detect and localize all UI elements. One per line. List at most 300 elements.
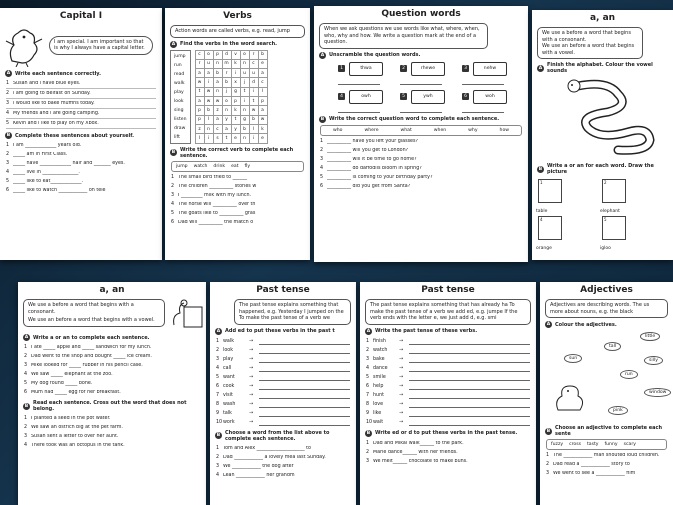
grid-cell[interactable]: w (204, 87, 213, 96)
grid-cell[interactable]: k (258, 124, 267, 133)
grid-cell[interactable]: u (204, 59, 213, 68)
grid-cell[interactable]: e (258, 59, 267, 68)
scrambled-word: rhewe (411, 62, 445, 76)
verb-row[interactable] (366, 364, 530, 373)
grid-cell[interactable]: n (222, 106, 231, 115)
grid-cell[interactable]: x (231, 78, 240, 87)
scramble-item[interactable] (462, 89, 514, 113)
row-number: 6 (24, 390, 28, 395)
row-number: 6 (171, 219, 175, 225)
row-number: 3 (366, 458, 370, 464)
section-a-heading: A Find the verbs in the word search. (171, 41, 278, 47)
row-number: 2 (6, 91, 10, 96)
answer-line[interactable] (409, 346, 530, 354)
section-b-heading: B Write a or an for each word. Draw the picture (538, 163, 654, 175)
sentence-row[interactable] (366, 448, 530, 457)
verb-row[interactable] (366, 400, 530, 409)
grid-cell[interactable]: l (204, 115, 213, 124)
answer-line[interactable] (462, 77, 504, 85)
grid-cell[interactable]: t (195, 87, 204, 96)
arrow-icon: → (249, 401, 254, 407)
sentence-text: _____ like to eat_____________. (13, 179, 84, 184)
sentence-row[interactable] (24, 370, 200, 379)
sentence-row[interactable] (24, 423, 200, 432)
grid-cell[interactable]: e (231, 134, 240, 143)
grid-cell[interactable]: i (249, 134, 258, 143)
grid-cell[interactable]: r (222, 69, 231, 78)
sentence-row[interactable] (24, 441, 200, 450)
grid-cell[interactable]: a (204, 69, 213, 78)
sentence-row[interactable] (24, 352, 200, 361)
sentence-text: We saw _____ elephant at the zoo. (31, 372, 113, 377)
verb-word-list (170, 50, 191, 144)
answer-line[interactable] (338, 77, 380, 85)
grid-cell[interactable]: y (231, 124, 240, 133)
sentence-text: Mum had _____ egg for her breakfast. (31, 390, 121, 395)
word-bank-item: tasty (587, 442, 599, 447)
row-number: 4 (6, 170, 10, 175)
answer-line[interactable] (409, 391, 530, 399)
intro-box: Adjectives are describing words. The us more about nouns, e.g. the black (545, 299, 668, 318)
sentence-row[interactable] (24, 414, 200, 423)
answer-line[interactable] (259, 346, 350, 354)
answer-line[interactable] (259, 400, 350, 408)
word-cloud[interactable]: sun (564, 354, 582, 363)
sentence-row[interactable] (546, 451, 667, 460)
word-bank-item: funny (604, 442, 618, 447)
arrow-icon: → (249, 347, 254, 353)
row-number: 1 (546, 453, 550, 458)
grid-cell[interactable]: t (222, 134, 231, 143)
grid-cell[interactable]: i (204, 134, 213, 143)
sentence-row[interactable] (24, 388, 200, 397)
row-number: 1 (171, 174, 175, 180)
answer-line[interactable] (409, 400, 530, 408)
answer-line[interactable] (409, 373, 530, 381)
answer-line[interactable] (259, 355, 350, 363)
sentence-row[interactable] (6, 141, 156, 150)
grid-cell[interactable]: i (231, 69, 240, 78)
sentence-text: __________ do daffodils bloom in spring? (327, 165, 422, 171)
sentence-row[interactable] (216, 444, 350, 453)
grid-cell[interactable]: n (240, 134, 249, 143)
sentence-row[interactable] (320, 164, 522, 173)
section-b-heading: B Complete these sentences about yourself. (6, 132, 134, 139)
row-number: 2 (6, 152, 10, 157)
sentence-row[interactable] (6, 177, 156, 186)
row-number: 5 (24, 381, 28, 386)
grid-cell[interactable]: b (258, 50, 267, 59)
intro-box: Action words are called verbs, e.g. read, jump (170, 25, 305, 38)
row-number: 2 (320, 147, 324, 153)
grid-cell[interactable]: n (213, 59, 222, 68)
grid-cell[interactable]: u (240, 69, 249, 78)
grid-cell[interactable]: b (222, 78, 231, 87)
item-number: 2 (400, 65, 407, 72)
sentence-text: __________ did you get from Santa? (327, 183, 411, 189)
section-a-heading: A Write each sentence correctly. (6, 70, 102, 77)
grid-cell[interactable]: o (240, 50, 249, 59)
verb-row[interactable] (366, 409, 530, 418)
row-number: 2 (171, 183, 175, 189)
answer-line[interactable] (409, 337, 530, 345)
worksheet-a-an-bottom[interactable] (18, 282, 206, 505)
verb-text: wash (223, 401, 236, 407)
row-number: 8 (216, 401, 220, 407)
sentence-row[interactable] (216, 453, 350, 462)
worksheet-past-tense-1[interactable] (210, 282, 356, 505)
grid-cell[interactable]: j (240, 78, 249, 87)
sentence-row[interactable] (320, 146, 522, 155)
worksheet-capital-i[interactable] (0, 8, 162, 260)
sheet-title: Capital I (59, 11, 103, 21)
grid-cell[interactable]: b (213, 69, 222, 78)
sentence-row[interactable] (6, 99, 156, 109)
word-cloud[interactable]: silly (644, 356, 663, 365)
sentence-row[interactable] (171, 173, 304, 182)
row-number: 2 (216, 347, 220, 353)
answer-line[interactable] (462, 105, 504, 113)
grid-cell[interactable]: g (231, 87, 240, 96)
answer-line[interactable] (409, 355, 530, 363)
verb-row[interactable] (216, 382, 350, 391)
verb-row[interactable] (216, 337, 350, 346)
sentence-text: We ____________ the dog after (223, 463, 294, 469)
verb-list-item: sing (174, 107, 184, 113)
sheet-title: Past tense (421, 285, 475, 295)
sentence-text: The small bird tried to ______ (178, 174, 248, 180)
row-number: 3 (171, 192, 175, 198)
answer-line[interactable] (259, 337, 350, 345)
word-cloud[interactable]: pink (608, 406, 628, 415)
word-search-grid[interactable] (195, 50, 268, 144)
scramble-item[interactable] (338, 89, 390, 113)
grid-cell[interactable]: j (222, 87, 231, 96)
sentence-text: There took was an octopus in the tank. (31, 443, 125, 448)
grid-cell[interactable]: i (204, 78, 213, 87)
sentence-text: _____ have _____________ hair and _______ eyes. (13, 161, 125, 166)
grid-cell[interactable]: l (195, 134, 204, 143)
sentence-row[interactable] (320, 155, 522, 164)
speech-bubble: I am special. I am important so that is why I always have a capital letter. (49, 36, 153, 55)
section-b-heading: B Write the correct verb to complete each sentence. (171, 146, 294, 159)
verb-row[interactable] (216, 346, 350, 355)
word-bank-item: cross (569, 442, 581, 447)
grid-cell[interactable]: m (222, 59, 231, 68)
sentence-row[interactable] (366, 439, 530, 448)
grid-cell[interactable]: w (204, 96, 213, 105)
verb-list-item: run (174, 62, 182, 68)
scramble-item[interactable] (400, 61, 452, 85)
verb-row[interactable] (366, 382, 530, 391)
sentence-row[interactable] (6, 89, 156, 99)
grid-cell[interactable]: c (195, 50, 204, 59)
picture-box[interactable]: 5 (602, 216, 626, 240)
row-number: 5 (171, 210, 175, 216)
intro-box: We use a before a word that begins with a consonant. We use an before a word that begins with a vowel. (537, 27, 643, 59)
verb-row[interactable] (366, 391, 530, 400)
answer-line[interactable] (400, 105, 442, 113)
section-b-heading: B Write ed or d to put these verbs in the past tense. (366, 430, 518, 436)
grid-cell[interactable]: c (258, 78, 267, 87)
worksheet-verbs[interactable] (165, 8, 310, 260)
row-number: 1 (24, 345, 28, 350)
answer-line[interactable] (409, 409, 530, 417)
sentence-row[interactable] (171, 191, 304, 200)
section-a-heading: A Colour the adjectives. (546, 321, 617, 328)
grid-cell[interactable]: i (240, 96, 249, 105)
grid-cell[interactable]: a (258, 69, 267, 78)
worksheet-question-words[interactable] (314, 6, 528, 262)
picture-box[interactable]: 1 (538, 179, 562, 203)
grid-cell[interactable]: a (213, 115, 222, 124)
section-a-heading: A Write a or an to complete each sentence. (24, 334, 150, 341)
verb-row[interactable] (216, 409, 350, 418)
row-number: 4 (24, 443, 28, 448)
grid-cell[interactable]: n (240, 106, 249, 115)
verb-text: work (223, 419, 235, 425)
grid-cell[interactable]: w (213, 96, 222, 105)
grid-cell[interactable]: s (213, 134, 222, 143)
intro-box: The past tense explains something that has already ha To make the past tense of a verb we add ed, e.g. jumpe If the verb ends with the letter e, we just add d, e.g. smi (365, 299, 531, 325)
verb-row[interactable] (366, 355, 530, 364)
grid-cell[interactable]: e (258, 134, 267, 143)
sentence-row[interactable] (216, 471, 350, 480)
verb-text: finish (373, 338, 386, 344)
sentence-text: __________ is coming to your birthday party? (327, 174, 433, 180)
scramble-grid (338, 61, 504, 113)
grid-cell[interactable]: p (213, 50, 222, 59)
grid-cell[interactable]: l (249, 124, 258, 133)
word-cloud[interactable]: window (644, 388, 671, 397)
sentence-text: _____ live in _______________. (13, 170, 80, 175)
verb-text: bake (373, 356, 385, 362)
grid-cell[interactable]: z (213, 106, 222, 115)
arrow-icon: → (399, 365, 404, 371)
grid-cell[interactable]: b (249, 115, 258, 124)
grid-cell[interactable]: d (222, 50, 231, 59)
row-number: 8 (366, 401, 370, 407)
sentence-row[interactable] (366, 457, 530, 466)
answer-line[interactable] (409, 382, 530, 390)
verb-text: cook (223, 383, 235, 389)
sentence-text: The horse will __________ over th (178, 201, 256, 207)
grid-cell[interactable]: a (195, 69, 204, 78)
arrow-icon: → (249, 356, 254, 362)
answer-line[interactable] (409, 418, 530, 426)
grid-cell[interactable]: p (258, 96, 267, 105)
row-number: 3 (320, 156, 324, 162)
arrow-icon: → (249, 338, 254, 344)
sentence-row[interactable] (320, 137, 522, 146)
grid-cell[interactable]: k (231, 106, 240, 115)
sentence-row[interactable] (24, 361, 200, 370)
sheet-title: a, an (99, 285, 125, 295)
grid-cell[interactable]: i (249, 87, 258, 96)
verb-row[interactable] (216, 400, 350, 409)
section-a-heading: A Write the past tense of these verbs. (366, 328, 478, 334)
sentence-row[interactable] (6, 186, 156, 195)
grid-cell[interactable]: a (258, 106, 267, 115)
sentence-row[interactable] (24, 343, 200, 352)
scramble-item[interactable] (338, 61, 390, 85)
scrambled-word: woh (473, 90, 507, 104)
picture-box[interactable]: 4 (538, 216, 562, 240)
grid-cell[interactable]: l (258, 87, 267, 96)
word-cloud[interactable]: little (640, 332, 660, 341)
item-number: 4 (338, 93, 345, 100)
verb-row[interactable] (216, 373, 350, 382)
grid-cell[interactable]: a (195, 96, 204, 105)
sentence-text: Mike looked for _____ rubber in his pencil case. (31, 363, 143, 368)
sentence-row[interactable] (320, 173, 522, 182)
word-bank-item: watch (193, 163, 208, 169)
picture-box[interactable]: 2 (602, 179, 626, 203)
answer-line[interactable] (259, 418, 350, 426)
word-cloud[interactable]: tall (604, 342, 621, 351)
row-number: 6 (6, 188, 10, 193)
verb-text: call (223, 365, 232, 371)
grid-cell[interactable]: p (231, 96, 240, 105)
verb-row[interactable] (366, 346, 530, 355)
worksheet-a-an-top[interactable]: a, an We use a before a word that begins with a consonant. We use an before a word that begins with a vowel. A Finish the alphabet. Colour the vowel sounds B Write a or an for each word. Draw the picture 1 table 2 elephant 4 orange 5 igloo (532, 10, 673, 260)
grid-cell[interactable]: u (249, 69, 258, 78)
grid-cell[interactable]: c (249, 59, 258, 68)
word-cloud[interactable]: run (620, 370, 638, 379)
grid-cell[interactable]: b (240, 124, 249, 133)
row-number: 3 (216, 356, 220, 362)
grid-cell[interactable]: o (204, 50, 213, 59)
verb-row[interactable] (366, 418, 530, 427)
section-b-heading: B Write the correct question word to complete each sentence. (320, 116, 500, 122)
sentence-row[interactable] (216, 462, 350, 471)
row-number: 5 (216, 374, 220, 380)
sentence-row[interactable] (6, 119, 156, 129)
grid-cell[interactable]: k (231, 59, 240, 68)
grid-cell[interactable]: r (249, 50, 258, 59)
grid-cell[interactable]: w (195, 78, 204, 87)
worksheet-adjectives[interactable] (540, 282, 673, 505)
word-bank (171, 161, 304, 172)
scramble-item[interactable] (462, 61, 514, 85)
scramble-item[interactable] (400, 89, 452, 113)
verb-text: wait (373, 419, 384, 425)
answer-line[interactable] (338, 105, 380, 113)
verb-row[interactable] (216, 364, 350, 373)
verb-row[interactable] (216, 418, 350, 427)
sentence-row[interactable] (6, 168, 156, 177)
grid-cell[interactable]: t (249, 96, 258, 105)
sentence-row[interactable] (6, 159, 156, 168)
sentence-row[interactable] (546, 469, 667, 478)
sentence-text: The goats like to __________ gras (178, 210, 256, 216)
row-number: 3 (366, 356, 370, 362)
sentence-text: Dad read a ____________ story to (553, 462, 630, 467)
answer-line[interactable] (259, 382, 350, 390)
sentence-row[interactable] (24, 432, 200, 441)
word-bank-item: where (364, 127, 379, 133)
verb-row[interactable] (366, 373, 530, 382)
grid-cell[interactable]: b (204, 106, 213, 115)
verb-row[interactable] (216, 355, 350, 364)
sentence-row[interactable] (171, 218, 304, 227)
sentence-text: We saw an ostrich big at the pet farm. (31, 425, 123, 430)
grid-cell[interactable]: a (213, 78, 222, 87)
sentence-text: I planted a seed in the pot water. (31, 416, 111, 421)
sentence-text: Susan sent a letter to over her aunt. (31, 434, 119, 439)
verb-text: want (223, 374, 235, 380)
grid-cell[interactable]: w (258, 115, 267, 124)
section-b-heading: B Choose an adjective to complete each sente (546, 425, 663, 437)
sentence-text: Dad will __________ the match o (178, 219, 254, 225)
grid-cell[interactable]: n (240, 59, 249, 68)
sentence-text: My dog found _____ bone. (31, 381, 93, 386)
grid-cell[interactable]: d (249, 78, 258, 87)
verb-text: play (223, 356, 234, 362)
grid-cell[interactable]: n (204, 124, 213, 133)
answer-line[interactable] (409, 364, 530, 372)
grid-cell[interactable]: v (231, 50, 240, 59)
grid-cell[interactable]: o (222, 96, 231, 105)
sentence-row[interactable] (320, 182, 522, 191)
grid-cell[interactable]: n (213, 87, 222, 96)
arrow-icon: → (399, 356, 404, 362)
sentence-row[interactable] (171, 209, 304, 218)
sentence-row[interactable] (6, 79, 156, 89)
grid-cell[interactable]: w (249, 106, 258, 115)
grid-cell[interactable]: g (240, 115, 249, 124)
row-number: 1 (366, 440, 370, 446)
sentence-row[interactable] (6, 150, 156, 159)
row-number: 7 (366, 392, 370, 398)
row-number: 3 (6, 161, 10, 166)
grid-cell[interactable]: z (195, 124, 204, 133)
row-number: 3 (216, 463, 220, 469)
grid-cell[interactable]: t (240, 87, 249, 96)
verb-text: like (373, 410, 382, 416)
verb-text: smile (373, 374, 386, 380)
verb-row[interactable] (216, 391, 350, 400)
verb-list-item: walk (174, 80, 185, 86)
grid-cell[interactable]: r (195, 59, 204, 68)
sentence-row[interactable] (171, 182, 304, 191)
answer-line[interactable] (259, 364, 350, 372)
grid-cell[interactable]: y (222, 115, 231, 124)
sentence-row[interactable] (6, 109, 156, 119)
answer-line[interactable] (259, 409, 350, 417)
sentence-row[interactable] (546, 460, 667, 469)
grid-cell[interactable]: p (195, 115, 204, 124)
sentence-row[interactable] (24, 379, 200, 388)
row-number: 3 (24, 363, 28, 368)
arrow-icon: → (249, 410, 254, 416)
worksheet-past-tense-2[interactable] (360, 282, 536, 505)
grid-cell[interactable]: p (195, 106, 204, 115)
row-number: 3 (24, 434, 28, 439)
grid-cell[interactable]: t (231, 115, 240, 124)
arrow-icon: → (399, 383, 404, 389)
answer-line[interactable] (259, 391, 350, 399)
word-bank-item: how (499, 127, 510, 133)
row-number: 10 (216, 419, 223, 425)
grid-cell[interactable]: a (222, 124, 231, 133)
sentence-text: Leah ____________ her grandm (223, 472, 295, 478)
answer-line[interactable] (259, 373, 350, 381)
grid-cell[interactable]: c (213, 124, 222, 133)
verb-row[interactable] (366, 337, 530, 346)
answer-line[interactable] (400, 77, 442, 85)
sentence-row[interactable] (171, 200, 304, 209)
